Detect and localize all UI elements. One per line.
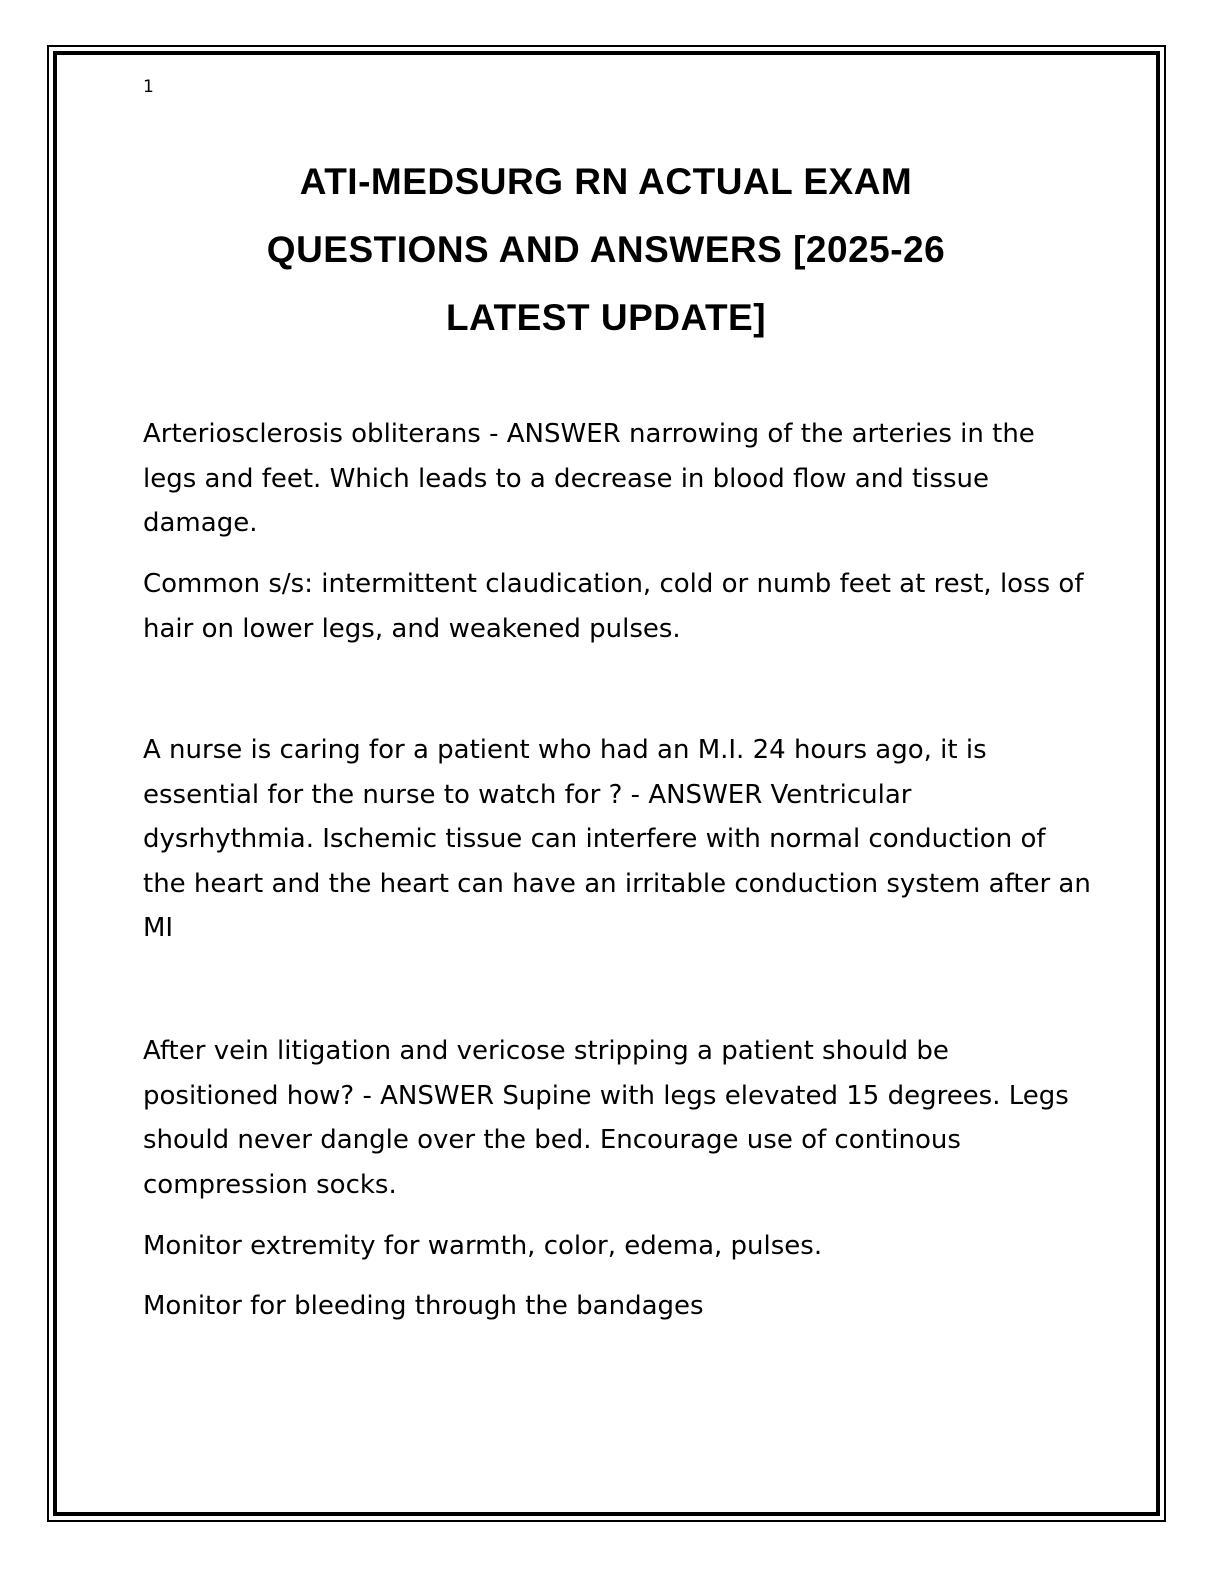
note-line: Monitor for bleeding through the bandages (143, 1291, 704, 1321)
qa-line: MI (143, 913, 174, 943)
title-line: QUESTIONS AND ANSWERS [2025-26 (266, 229, 946, 270)
note-line: Monitor extremity for warmth, color, edema, pulses. (143, 1231, 823, 1261)
title-line: ATI-MEDSURG RN ACTUAL EXAM (299, 161, 913, 202)
qa-item-mi-dysrhythmia (143, 728, 1091, 951)
qa-line: compression socks. (143, 1169, 397, 1200)
qa-line: essential for the nurse to watch for ? - ANSWER Ventricular (143, 779, 912, 810)
qa-line: damage. (143, 508, 258, 538)
qa-line: Arteriosclerosis obliterans - ANSWER narrowing of the arteries in the (143, 419, 1035, 449)
qa-line: After vein litigation and vericose stripping a patient should be (143, 1036, 949, 1066)
qa-item-arteriosclerosis (143, 412, 1083, 546)
qa-line: legs and feet. Which leads to a decrease in blood flow and tissue (143, 463, 989, 494)
note-line: Common s/s: intermittent claudication, cold or numb feet at rest, loss of (143, 569, 1084, 599)
qa-note-monitor-extremity (143, 1224, 1083, 1269)
qa-item-vein-ligation (143, 1029, 1083, 1207)
document-title (143, 148, 1069, 352)
page-number: 1 (143, 77, 154, 97)
qa-line: should never dangle over the bed. Encourage use of continous (143, 1125, 961, 1155)
note-line: hair on lower legs, and weakened pulses. (143, 613, 681, 644)
qa-line: positioned how? - ANSWER Supine with legs elevated 15 degrees. Legs (143, 1080, 1069, 1111)
title-line: LATEST UPDATE] (445, 297, 767, 338)
qa-line: the heart and the heart can have an irritable conduction system after an (143, 868, 1091, 899)
qa-line: dysrhythmia. Ischemic tissue can interfere with normal conduction of (143, 824, 1046, 854)
qa-note-monitor-bleeding (143, 1284, 1083, 1329)
qa-line: A nurse is caring for a patient who had an M.I. 24 hours ago, it is (143, 735, 987, 765)
qa-note-common-signs (143, 562, 1083, 651)
